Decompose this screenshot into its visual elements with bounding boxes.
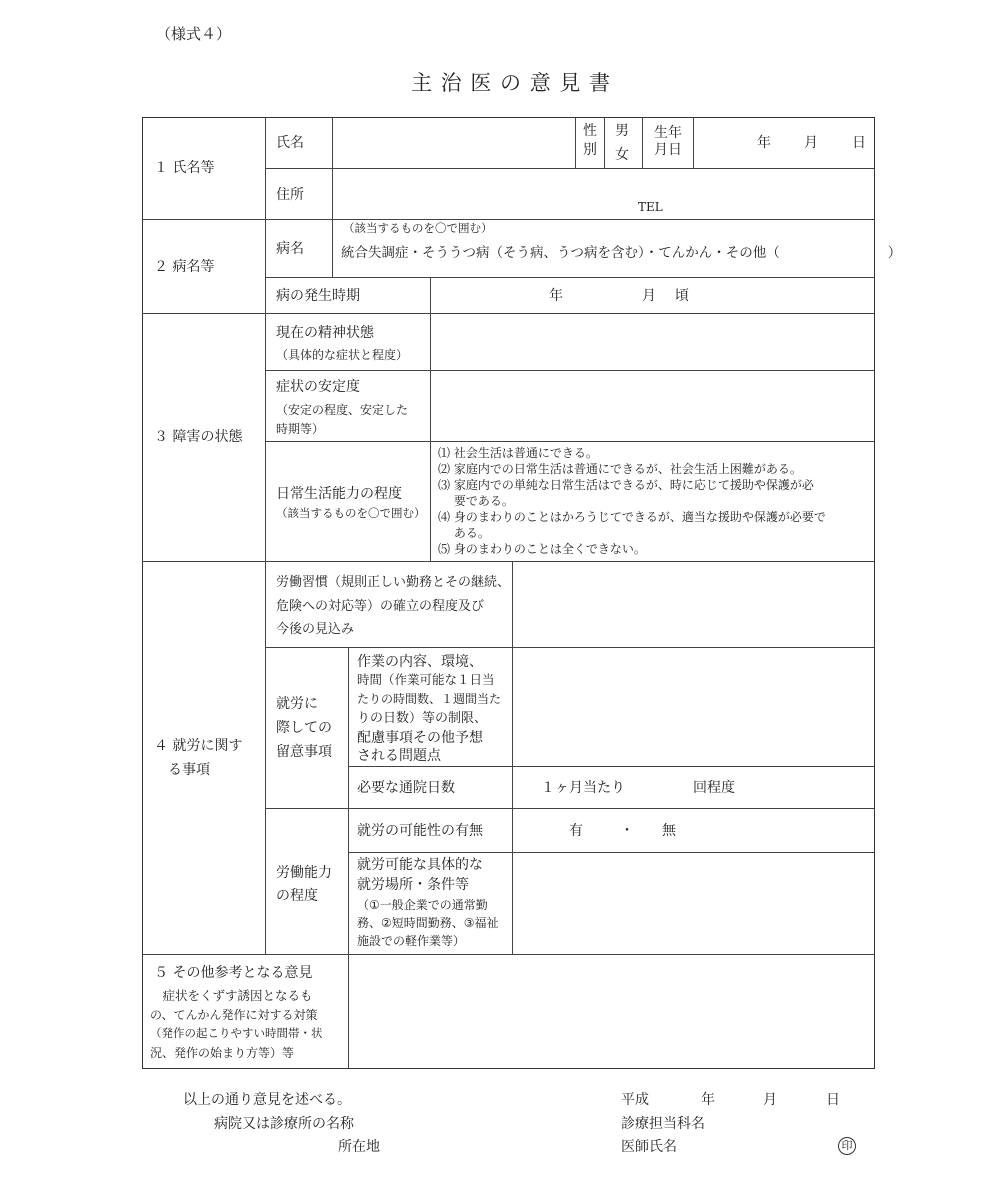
daily-option-5[interactable]: ⑸ 身のまわりのことは全くできない。 [438,542,646,556]
birth-month-unit: 月 [804,135,818,151]
daily-ability-note: （該当するものを〇で囲む） [276,506,426,520]
section-5-desc-2: の、てんかん発作に対する対策 [150,1008,318,1022]
daily-ability-label: 日常生活能力の程度 [276,486,402,502]
section-1-label: １ 氏名等 [154,160,215,176]
section-5-desc-3: （発作の起こりやすい時間帯・状 [150,1026,323,1040]
work-conditions-label-6: される問題点 [357,748,441,764]
name-field[interactable] [338,122,570,164]
workplace-label-1: 就労可能な具体的な [357,857,483,873]
tel-label: TEL [638,200,663,214]
date-day-unit: 日 [826,1092,840,1108]
address-field[interactable] [338,173,868,215]
work-conditions-label-3: たりの時間数、１週間当た [357,692,502,706]
mental-state-field[interactable] [436,318,868,366]
workplace-label-3: （①一般企業での通常勤 [357,898,488,912]
birth-year-unit: 年 [757,135,771,151]
location-label: 所在地 [338,1139,380,1155]
section-4-label-2: る事項 [154,762,210,778]
hospital-name-label: 病院又は診療所の名称 [214,1116,354,1132]
name-label: 氏名 [276,135,304,151]
onset-label: 病の発生時期 [276,288,360,304]
form-number: （様式４） [156,25,232,43]
section-3-label: ３ 障害の状態 [154,429,243,445]
doctor-name-label: 医師氏名 [621,1139,677,1155]
work-ability-label-1: 労働能力 [276,865,332,881]
date-month-unit: 月 [763,1092,777,1108]
mental-state-sublabel: （具体的な症状と程度） [276,348,409,362]
section-4-label-1: ４ 就労に関す [154,738,243,754]
caution-label-2: 際しての [276,720,332,736]
stability-label: 症状の安定度 [276,379,360,395]
daily-option-4[interactable]: ⑷ 身のまわりのことはかろうじてできるが、適当な援助や保護が必要で [438,510,826,524]
section-5-label: ５ その他参考となる意見 [154,965,313,981]
hospital-visits-count-field[interactable] [632,773,687,801]
work-possibility-separator: ・ [620,823,634,839]
workplace-label-4: 務、②短時間勤務、③福祉 [357,916,499,930]
work-possibility-yes[interactable]: 有 [569,823,583,839]
section-5-desc-1: 症状をくずす誘因となるも [150,988,313,1003]
section-5-desc-4: 況、発作の始まり方等）等 [150,1046,295,1060]
other-opinion-field[interactable] [354,959,868,1063]
work-habit-label-3: 今後の見込み [276,622,355,637]
sex-label-2: 別 [583,142,597,158]
sex-label-1: 性 [583,123,597,139]
work-conditions-label-1: 作業の内容、環境、 [357,654,483,670]
date-year-unit: 年 [701,1092,715,1108]
work-conditions-label-2: 時間（作業可能な１日当 [357,672,495,687]
birth-label-1: 生年 [654,125,682,141]
onset-month-unit: 月 [642,288,656,304]
workplace-label-2: 就労場所・条件等 [357,877,469,893]
daily-option-3-cont: 要である。 [438,494,514,508]
stability-sublabel-2: 時期等） [276,422,325,436]
work-habit-field[interactable] [518,566,868,643]
hospital-visits-label: 必要な通院日数 [357,780,455,796]
onset-year-unit: 年 [549,288,563,304]
disease-note: （該当するものを〇で囲む） [343,221,493,235]
mental-state-label: 現在の精神状態 [276,325,374,341]
department-label: 診療担当科名 [621,1116,705,1132]
sex-option-male[interactable]: 男 [615,123,629,139]
work-possibility-label: 就労の可能性の有無 [357,823,483,839]
workplace-field[interactable] [518,857,868,950]
section-2-label: ２ 病名等 [154,259,215,275]
seal-mark: 印 [838,1137,856,1155]
birth-label-2: 月日 [654,142,682,158]
work-conditions-label-5: 配慮事項その他予想 [357,730,483,746]
work-ability-label-2: の程度 [276,888,318,904]
work-conditions-label-4: りの日数）等の制限、 [357,711,488,726]
date-era: 平成 [621,1092,649,1108]
daily-option-1[interactable]: ⑴ 社会生活は普通にできる。 [438,446,598,460]
work-habit-label-2: 危険への対応等）の確立の程度及び [276,599,485,614]
stability-field[interactable] [436,375,868,437]
sex-option-female[interactable]: 女 [615,147,629,163]
onset-about: 頃 [675,288,689,304]
caution-label-3: 留意事項 [276,744,332,760]
stability-sublabel-1: （安定の程度、安定した [276,403,409,417]
caution-label-1: 就労に [276,696,318,712]
work-possibility-no[interactable]: 無 [662,823,676,839]
birth-day-unit: 日 [852,135,866,151]
page-title: 主 治 医 の 意 見 書 [411,71,612,95]
work-habit-label-1: 労働習慣（規則正しい勤務とその継続、 [276,575,511,590]
work-conditions-field[interactable] [518,652,868,762]
hospital-visits-suffix: 回程度 [693,780,735,796]
hospital-visits-prefix: １ヶ月当たり [541,780,625,796]
disease-options[interactable]: 統合失調症・そううつ病（そう病、うつ病を含む）・てんかん・その他（ ） [341,245,902,261]
address-label: 住所 [276,187,304,203]
statement: 以上の通り意見を述べる。 [183,1092,351,1108]
daily-option-4-cont: ある。 [438,526,490,540]
birth-date-field[interactable] [698,122,868,164]
disease-label: 病名 [276,241,304,257]
workplace-label-5: 施設での軽作業等） [357,934,466,948]
daily-option-2[interactable]: ⑵ 家庭内での日常生活は普通にできるが、社会生活上困難がある。 [438,462,802,476]
daily-option-3[interactable]: ⑶ 家庭内での単純な日常生活はできるが、時に応じて援助や保護が必 [438,478,814,492]
